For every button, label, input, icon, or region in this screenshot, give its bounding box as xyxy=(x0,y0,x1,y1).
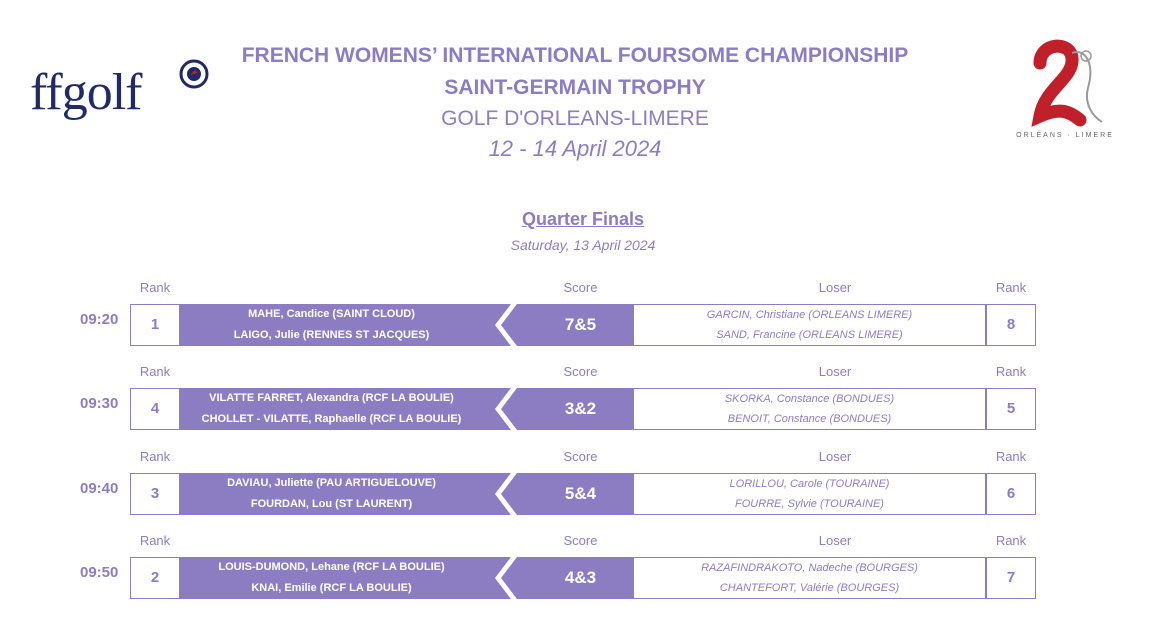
score-header: Score xyxy=(563,449,598,464)
ffgolf-wordmark: ffgolf xyxy=(30,64,142,121)
score-header: Score xyxy=(563,533,598,548)
tee-time: 09:20 xyxy=(80,311,119,328)
loser-rank-header: Rank xyxy=(995,280,1027,295)
trophy-title: SAINT-GERMAIN TROPHY xyxy=(444,76,706,99)
loser-header: Loser xyxy=(818,449,852,464)
match-score: 7&5 xyxy=(527,304,634,346)
club-logo-caption: ORLÉANS · LIMERE xyxy=(1016,132,1114,139)
event-dates: 12 - 14 April 2024 xyxy=(488,136,662,161)
loser-header: Loser xyxy=(818,364,852,379)
winner-player-1: DAVIAU, Juliette (PAU ARTIGUELOUVE) xyxy=(227,477,436,489)
loser-header: Loser xyxy=(818,280,852,295)
winner-team xyxy=(180,388,483,430)
match-row xyxy=(0,364,1150,432)
loser-rank-header: Rank xyxy=(995,533,1027,548)
loser-player-1: SKORKA, Constance (BONDUES) xyxy=(724,393,895,405)
round-title-text: Quarter Finals xyxy=(521,209,645,229)
winner-rank-header: Rank xyxy=(139,364,171,379)
round-date: Saturday, 13 April 2024 xyxy=(510,237,656,253)
match-row xyxy=(0,533,1150,601)
tee-time: 09:40 xyxy=(80,480,119,497)
loser-rank-header: Rank xyxy=(995,364,1027,379)
loser-rank: 5 xyxy=(986,388,1036,430)
winner-player-2: KNAI, Emilie (RCF LA BOULIE) xyxy=(251,582,412,594)
winner-rank: 1 xyxy=(130,304,180,346)
loser-team xyxy=(634,304,986,346)
loser-rank: 7 xyxy=(986,557,1036,599)
loser-player-1: RAZAFINDRAKOTO, Nadeche (BOURGES) xyxy=(701,562,918,574)
orleans-limere-logo xyxy=(1010,38,1120,148)
winner-rank-header: Rank xyxy=(139,449,171,464)
match-row xyxy=(0,280,1150,348)
arrow-left-icon xyxy=(483,304,527,346)
loser-player-1: GARCIN, Christiane (ORLEANS LIMERE) xyxy=(706,309,913,321)
match-score: 5&4 xyxy=(527,473,634,515)
winner-rank-header: Rank xyxy=(139,280,171,295)
loser-rank-header: Rank xyxy=(995,449,1027,464)
winner-player-1: MAHE, Candice (SAINT CLOUD) xyxy=(248,308,415,320)
match-score: 3&2 xyxy=(527,388,634,430)
loser-player-2: SAND, Francine (ORLEANS LIMERE) xyxy=(716,329,903,341)
winner-rank: 3 xyxy=(130,473,180,515)
loser-team xyxy=(634,473,986,515)
arrow-left-icon xyxy=(483,473,527,515)
arrow-left-icon xyxy=(483,557,527,599)
venue-name: GOLF D'ORLEANS-LIMERE xyxy=(441,107,709,130)
score-header: Score xyxy=(563,364,598,379)
loser-rank: 6 xyxy=(986,473,1036,515)
winner-rank: 4 xyxy=(130,388,180,430)
round-title xyxy=(0,209,1150,230)
loser-team xyxy=(634,388,986,430)
loser-player-2: CHANTEFORT, Valérie (BOURGES) xyxy=(719,582,900,594)
winner-rank-header: Rank xyxy=(139,533,171,548)
tee-time: 09:50 xyxy=(80,564,119,581)
winner-player-1: LOUIS-DUMOND, Lehane (RCF LA BOULIE) xyxy=(218,561,445,573)
loser-player-2: FOURRE, Sylvie (TOURAINE) xyxy=(735,498,884,510)
arrow-left-icon xyxy=(483,388,527,430)
championship-title: FRENCH WOMENS’ INTERNATIONAL FOURSOME CHAMPIONSHIP xyxy=(241,44,909,67)
tee-time: 09:30 xyxy=(80,395,119,412)
winner-team xyxy=(180,304,483,346)
winner-player-1: VILATTE FARRET, Alexandra (RCF LA BOULIE) xyxy=(209,392,454,404)
club-emblem-icon xyxy=(1010,38,1120,130)
winner-team xyxy=(180,473,483,515)
loser-player-1: LORILLOU, Carole (TOURAINE) xyxy=(729,478,890,490)
loser-header: Loser xyxy=(818,533,852,548)
loser-player-2: BENOIT, Constance (BONDUES) xyxy=(727,413,892,425)
winner-player-2: FOURDAN, Lou (ST LAURENT) xyxy=(250,498,413,510)
loser-rank: 8 xyxy=(986,304,1036,346)
winner-rank: 2 xyxy=(130,557,180,599)
winner-team xyxy=(180,557,483,599)
winner-player-2: LAIGO, Julie (RENNES ST JACQUES) xyxy=(233,329,430,341)
winner-player-2: CHOLLET - VILATTE, Raphaelle (RCF LA BOULIE) xyxy=(201,413,462,425)
match-score: 4&3 xyxy=(527,557,634,599)
match-row xyxy=(0,449,1150,517)
loser-team xyxy=(634,557,986,599)
score-header: Score xyxy=(563,280,598,295)
